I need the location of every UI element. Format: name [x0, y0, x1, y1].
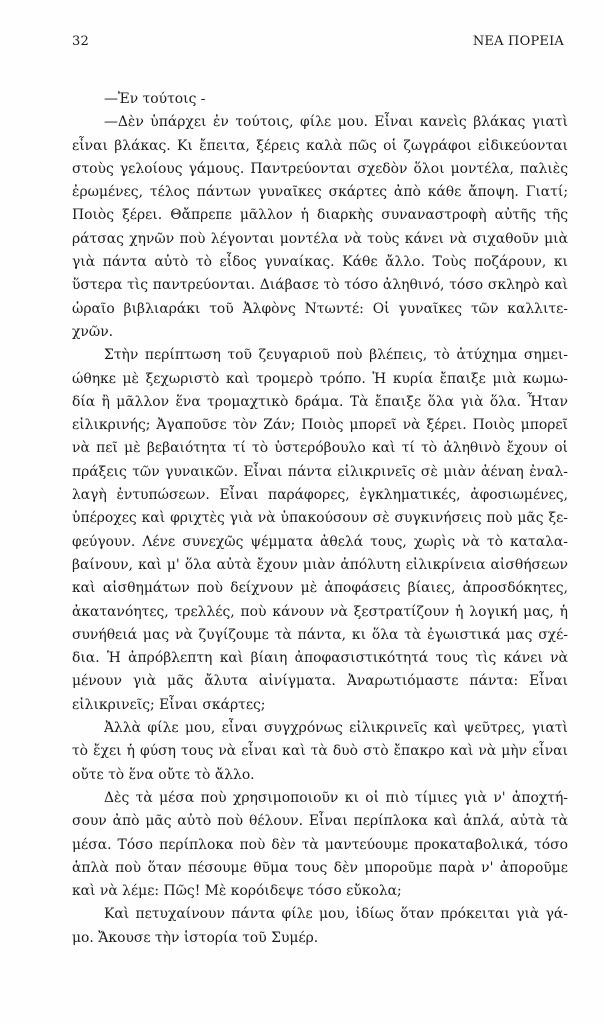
- text-line: βαίνουν, καὶ μ' ὅλα αὐτὰ ἔχουν μιὰν ἀπόλυτη εἰλικρίνεια αἰσθήσεων: [72, 556, 568, 573]
- body-text: [72, 88, 568, 950]
- text-line: νὰ πεῖ μὲ βεβαιότητα τί τὸ ὑστερόβουλο καὶ τί τὸ ἀληθινὸ ἔχουν οἱ: [72, 440, 568, 457]
- text-line: μέσα. Τόσο περίπλοκα ποὺ δὲν τὰ μαντεύουμε προκαταβολικά, τόσο: [72, 836, 568, 853]
- text-line: ὕστερα τὶς παντρεύονται. Διάβασε τὸ τόσο ἀληθινό, τόσο σκληρὸ καὶ: [72, 277, 568, 294]
- text-line: μένουν γιὰ μᾶς ἄλυτα αἰνίγματα. Ἀναρωτιόμαστε πάντα: Εἶναι: [72, 673, 568, 690]
- text-line: στοὺς γελοίους γάμους. Παντρεύονται σχεδὸν ὅλοι μοντέλα, παλιὲς: [72, 160, 568, 177]
- text-line: —Δὲν ὑπάρχει ἐν τούτοις, φίλε μου. Εἶναι κανεὶς βλάκας γιατὶ: [104, 114, 568, 131]
- text-line: μο. Ἄκουσε τὴν ἱστορία τοῦ Συμέρ.: [72, 929, 319, 946]
- text-line: συνήθειά μας νὰ ζυγίζουμε τὰ πάντα, κι ὅλα τὰ ἐγωιστικά μας σχέ-: [72, 626, 568, 643]
- text-line: γιὰ πάντα αὐτὸ τὸ εἶδος γυναίκας. Κάθε ἄλλο. Τοὺς ποζάρουν, κι: [72, 254, 568, 271]
- text-line: σουν ἀπὸ μᾶς αὐτὸ ποὺ θέλουν. Εἶναι περίπλοκα καὶ ἁπλά, αὐτὰ τὰ: [72, 813, 568, 830]
- text-line: ἁπλὰ ποὺ ὅταν πέσουμε θῦμα τους δὲν μποροῦμε παρὰ ν' ἀποροῦμε: [72, 859, 568, 876]
- text-line: ὡραῖο βιβλιαράκι τοῦ Ἀλφὸνς Ντωντέ: Οἱ γυναῖκες τῶν καλλιτε-: [72, 300, 568, 317]
- text-line: πράξεις τῶν γυναικῶν. Εἶναι πάντα εἰλικρινεῖς σὲ μιὰν ἀέναη ἐναλ-: [72, 463, 568, 480]
- text-line: ράτσας χηνῶν ποὺ λέγονται μοντέλα νὰ τοὺς κάνει νὰ σιχαθοῦν μιὰ: [72, 230, 568, 247]
- text-line: Καὶ πετυχαίνουν πάντα φίλε μου, ἰδίως ὅταν πρόκειται γιὰ γά-: [104, 906, 568, 923]
- text-line: ώθηκε μὲ ξεχωριστὸ καὶ τρομερὸ τρόπο. Ἡ κυρία ἔπαιξε μιὰ κωμω-: [72, 370, 568, 387]
- text-line: καὶ αἰσθημάτων ποὺ δείχνουν μὲ ἀποφάσεις βίαιες, ἀπροσδόκητες,: [72, 580, 568, 597]
- running-header: [72, 34, 564, 54]
- text-line: εἶναι βλάκας. Κι ἔπειτα, ξέρεις καλὰ πῶς οἱ ζωγράφοι εἰδικεύονται: [72, 137, 568, 154]
- text-line: ἐρωμένες, τέλος πάντων γυναῖκες σκάρτες ἀπὸ κάθε ἄποψη. Γιατί;: [72, 184, 568, 201]
- paragraph: [72, 717, 568, 787]
- page-number: 32: [72, 34, 89, 49]
- text-line: ὑπέροχες καὶ φριχτὲς γιὰ νὰ ὑπακούσουν σὲ συγκινήσεις ποὺ μᾶς ξε-: [72, 510, 568, 527]
- paragraph: [72, 344, 568, 717]
- text-line: —Ἐν τούτοις -: [104, 91, 206, 107]
- journal-title: ΝΕΑ ΠΟΡΕΙΑ: [472, 34, 564, 49]
- text-line: Δὲς τὰ μέσα ποὺ χρησιμοποιοῦν κι οἱ πιὸ τίμιες γιὰ ν' ἀποχτή-: [104, 789, 568, 806]
- paragraph: [72, 787, 568, 903]
- text-line: Ἀλλὰ φίλε μου, εἶναι συγχρόνως εἰλικρινεῖς καὶ ψεῦτρες, γιατὶ: [104, 720, 568, 737]
- text-line: ἀκατανόητες, τρελλές, ποὺ κάνουν νὰ ξεστρατίζουν ἡ λογική μας, ἡ: [72, 603, 568, 620]
- text-line: λαγὴ ἐντυπώσεων. Εἶναι παράφορες, ἐγκληματικές, ἀφοσιωμένες,: [72, 487, 568, 504]
- text-line: τὸ ἔχει ἡ φύση τους νὰ εἶναι καὶ τὰ δυὸ στὸ ἔπακρο καὶ νὰ μὴν εἶναι: [72, 743, 568, 760]
- text-line: Ποιὸς ξέρει. Θἄπρεπε μᾶλλον ἡ διαρκὴς συναναστροφὴ αὐτῆς τῆς: [72, 207, 568, 224]
- text-line: εἰλικρινής; Ἀγαποῦσε τὸν Ζάν; Ποιὸς μπορεῖ νὰ ξέρει. Ποιὸς μπορεῖ: [72, 417, 568, 434]
- text-line: Στὴν περίπτωση τοῦ ζευγαριοῦ ποὺ βλέπεις, τὸ ἀτύχημα σημει-: [104, 347, 568, 364]
- text-line: φεύγουν. Λένε συνεχῶς ψέμματα ἀθελά τους, χωρὶς νὰ τὸ καταλα-: [72, 533, 568, 550]
- paragraph: [72, 88, 568, 111]
- text-line: οὔτε τὸ ἕνα οὔτε τὸ ἄλλο.: [72, 766, 255, 783]
- text-line: δία ἢ μᾶλλον ἕνα τρομαχτικὸ δράμα. Τὰ ἔπαιξε ὅλα γιὰ ὅλα. Ἦταν: [72, 393, 568, 410]
- paragraph: [72, 111, 568, 344]
- text-line: χνῶν.: [72, 323, 114, 340]
- text-line: καὶ νὰ λέμε: Πῶς! Μὲ κορόιδεψε τόσο εὔκολα;: [72, 883, 402, 900]
- text-line: δια. Ἡ ἀπρόβλεπτη καὶ βίαιη ἀποφασιστικότητά τους τὶς κάνει νὰ: [72, 650, 568, 667]
- paragraph: [72, 903, 568, 950]
- text-line: εἰλικρινεῖς; Εἶναι σκάρτες;: [72, 696, 266, 713]
